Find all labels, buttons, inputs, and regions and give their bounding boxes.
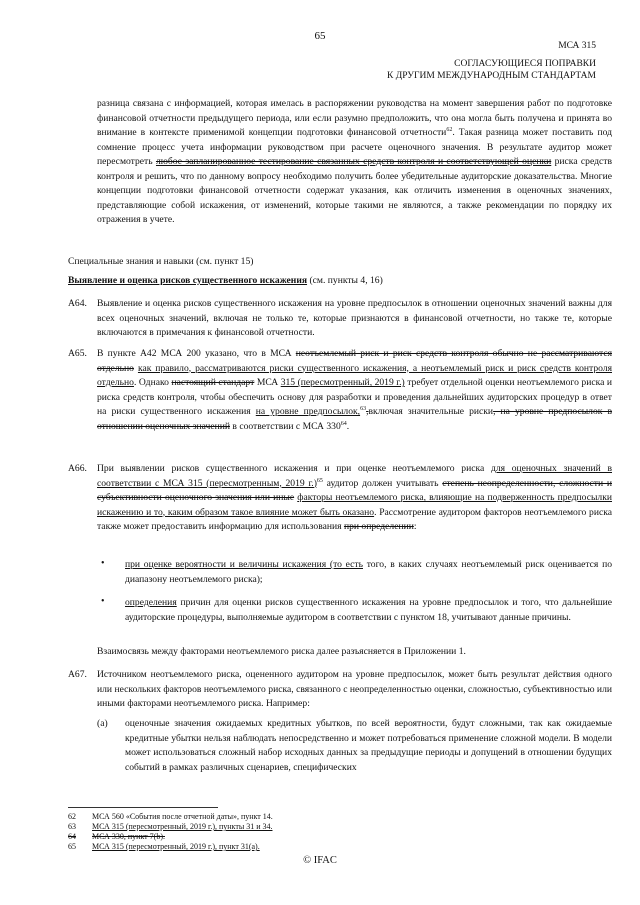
bullet-item-1 xyxy=(125,558,612,587)
footnote-divider xyxy=(68,807,218,808)
a66-underlined-2: факторы неотъемлемого риска, влияющие на подверженность предпосылки искажению и то, каким образом такое влияние может быть оказано xyxy=(97,492,612,518)
paragraph-continuation xyxy=(97,97,612,228)
section-heading xyxy=(68,274,612,289)
bullet-2-text: причин для оценки рисков существенного искажения на уровне предпосылок и того, что дальнейшие аудиторские процедуры, выполняемые аудитором в соответствии с пунктом 18, учитывают данные причины. xyxy=(125,597,612,623)
footnote-64-number xyxy=(68,832,76,842)
a66-struck-1: степень неопределенности, сложности и субъективности оценочного значения или иные xyxy=(97,477,612,503)
bullet-icon: • xyxy=(101,558,105,569)
footnote-63-underlined: МСА 315 (пересмотренный, 2019 г.), пункты 31 и 34. xyxy=(92,822,273,831)
footnote-ref-64: 64 xyxy=(340,420,347,427)
footnote-64-num-struck: 64 xyxy=(68,832,76,841)
a65-underlined-1: как правило, рассматриваются риски существенного искажения, а неотъемлемый риск и риск средств контроля отдельно xyxy=(97,362,612,388)
footnote-ref-63: 63 xyxy=(360,405,367,412)
header-line-2: К ДРУГИМ МЕЖДУНАРОДНЫМ СТАНДАРТАМ xyxy=(387,71,596,81)
a65-text-4: МСА xyxy=(254,377,281,388)
a65-text-7: в соответствии с МСА 330 xyxy=(230,420,341,432)
footnote-62-text: МСА 560 «События после отчетной даты», пункт 14. xyxy=(92,812,273,821)
a64-label: A64. xyxy=(68,298,87,309)
a65-struck-4: , на уровне предпосылок в отношении оценочных значений xyxy=(97,406,613,432)
footnote-65-underlined: МСА 315 (пересмотренный, 2019 г.), пункт 31(а). xyxy=(92,842,260,851)
footnote-65-number: 65 xyxy=(68,842,76,851)
a65-label: A65. xyxy=(68,348,87,359)
a66-label: A66. xyxy=(68,463,87,474)
footnote-64-text xyxy=(92,832,165,842)
footnote-ref-65: 65 xyxy=(316,477,323,484)
a65-underlined-2: 315 (пересмотренный, 2019 г.) xyxy=(280,377,405,388)
a67a-text: оценочные значения ожидаемых кредитных убытков, по всей вероятности, будут сложными, так как ожидаемые кредитные убытки нельзя наблюдать непосредственно и может потребоваться применение сложной модели. В модели может использоваться сложный набор исходных данных за предыдущие периоды и допущений в отношении будущих событий в рамках различных сценариев, специфических xyxy=(125,718,612,773)
footnote-63-text xyxy=(92,822,272,832)
footnote-65-text xyxy=(92,842,260,852)
a66-underlined-1: для оценочных значений в соответствии с МСА 315 (пересмотренным, 2019 г.) xyxy=(97,463,612,489)
a65-struck-2: настоящий стандарт xyxy=(171,377,255,388)
a66-text-5: : xyxy=(413,521,417,532)
a65-text-8: . xyxy=(346,420,350,432)
p1-struck-text: любое запланированное тестирование связанных средств контроля и соответствующей оценки xyxy=(155,156,552,167)
section-heading-title: Выявление и оценка рисков существенного искажения xyxy=(68,275,308,286)
footnote-ref-62: 62 xyxy=(446,126,453,133)
a65-underlined-3: на уровне предпосылок, xyxy=(255,406,361,417)
a65-struck-3: , xyxy=(366,406,369,417)
a64-text: Выявление и оценка рисков существенного искажения на уровне предпосылок в отношении оценочных значений важны для всех оценочных значений, включая не только те, которые признаются в финансовой отчетности, но также те, которые включаются в примечания к финансовой отчетности. xyxy=(97,298,612,338)
bullet-item-2 xyxy=(125,596,612,625)
a66-text-2: аудитор должен учитывать xyxy=(322,477,443,489)
a65-text-5: требует отдельной оценки неотъемлемого риска и риска средств контроля, чтобы обеспечить основу для разработки и проведения дальнейших аудиторских процедур в ответ на риски существенного искажения xyxy=(97,377,613,417)
a67-text: Источником неотъемлемого риска, оцененного аудитором на уровне предпосылок, может быть результат действия одного или нескольких факторов неотъемлемого риска, связанного с неопределенностью оценки, сложностью, субъективностью или иными факторами неотъемлемого риска. Например: xyxy=(97,669,612,709)
footnote-62-number: 62 xyxy=(68,812,76,821)
page-number: 65 xyxy=(314,30,326,42)
a67a-label: (a) xyxy=(97,718,108,729)
footnote-63-number: 63 xyxy=(68,822,76,831)
a65-text xyxy=(97,347,612,434)
a66-text xyxy=(97,462,612,535)
bullet-1-text: того, в каких случаях неотъемлемый риск оценивается по диапазону неотъемлемого риска); xyxy=(125,559,612,585)
a65-struck-1: неотъемлемый риск и риск средств контроля обычно не рассматриваются отдельно xyxy=(97,348,612,374)
a65-text-6: включая значительные риски xyxy=(368,406,494,417)
a65-text-1: В пункте A42 МСА 200 указано, что в МСА xyxy=(97,348,296,359)
a66-struck-2: при определении xyxy=(343,521,414,532)
p1-text-1: разница связана с информацией, которая имелась в распоряжении руководства на момент завершения работ по подготовке финансовой отчетности предыдущего периода, или если разумно предположить, что она могла быть получена и принята во внимание в контексте применимой концепции подготовки финансовой отчетности xyxy=(97,98,612,138)
p1-text-2: . Такая разница может поставить под сомнение процесс учета информации руководством при расчете оценочного значения. В результате аудитор может пересмотреть xyxy=(97,127,613,167)
section-heading-ref: (см. пункты 4, 16) xyxy=(307,275,383,286)
a66-text-1: При выявлении рисков существенного искажения и при оценке неотъемлемого риска xyxy=(97,463,491,474)
interrelation-text: Взаимосвязь между факторами неотъемлемого риска далее разъясняется в Приложении 1. xyxy=(97,646,466,657)
bullet-1-underlined: при оценке вероятности и величины искажения (то есть xyxy=(125,559,363,570)
p1-text-3: риска средств контроля и решить, что по данному вопросу необходимо получить более убедительные аудиторские доказательства. Многие концепции подготовки финансовой отчетности содержат указания, как отличить изменения в оценочных значениях, представляющие собой искажения, от изменений, которые такими не являются, а также рекомендации по порядку их отражения в учете. xyxy=(97,156,612,225)
footer-copyright: © IFAC xyxy=(303,855,337,866)
bullet-2-underlined: определения xyxy=(125,597,177,608)
bullet-icon: • xyxy=(101,596,105,607)
running-header xyxy=(387,58,596,82)
a67-label: A67. xyxy=(68,669,87,680)
special-knowledge-heading: Специальные знания и навыки (см. пункт 15) xyxy=(68,256,254,267)
a66-text-4: . Рассмотрение аудитором факторов неотъемлемого риска также может предоставить информацию для использования xyxy=(97,506,612,532)
header-line-1: СОГЛАСУЮЩИЕСЯ ПОПРАВКИ xyxy=(454,59,596,69)
footnote-64-struck: МСА 330, пункт 7(b). xyxy=(92,832,165,841)
a65-text-3: . Однако xyxy=(133,377,172,388)
standard-code: МСА 315 xyxy=(558,41,596,51)
